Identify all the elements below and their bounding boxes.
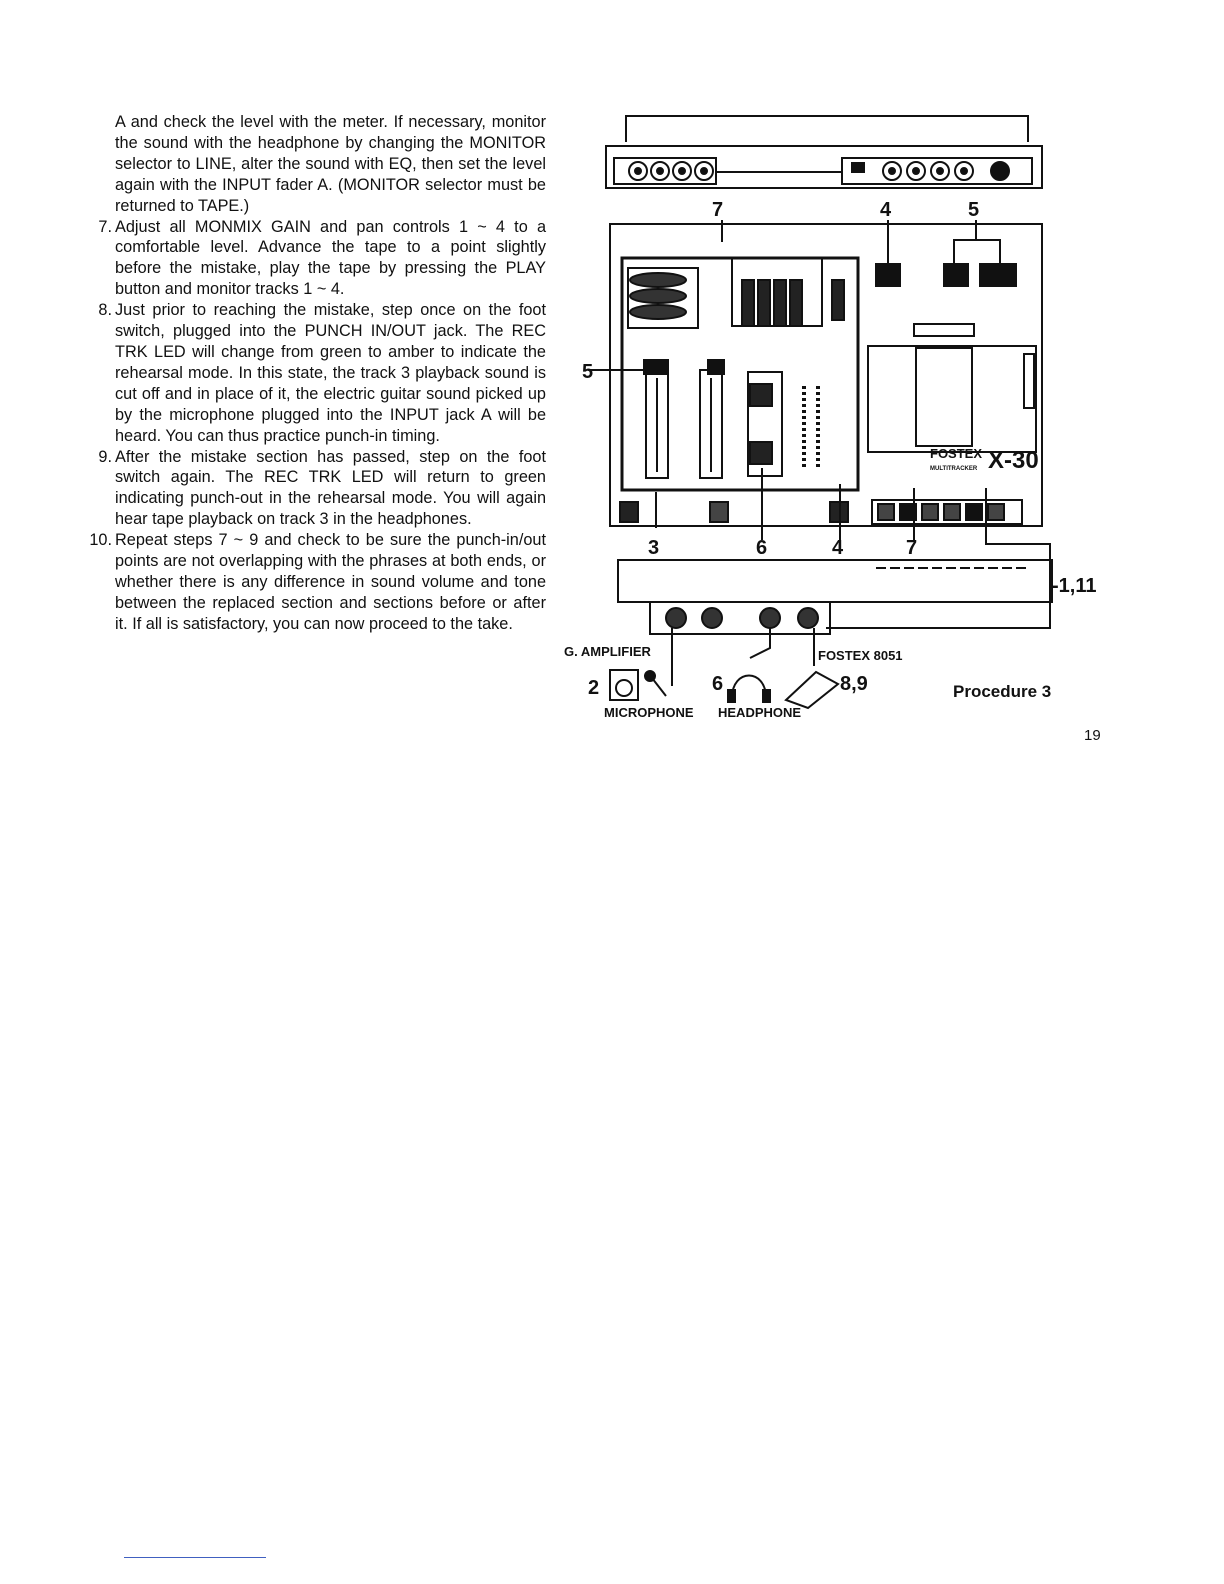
callout-6: 6 [712, 673, 724, 695]
g-amplifier-label: G. AMPLIFIER [564, 644, 651, 659]
continuation-paragraph: A and check the level with the meter. If necessary, monitor the sound with the headphone by changing the MONITOR selector to LINE, alter the sound with EQ, then set the level again with the INPUT fader A. (MONITOR selector must be returned to TAPE.) [115, 113, 546, 215]
figure-caption: Procedure 3 [953, 682, 1052, 701]
callout-5-top: 5 [968, 199, 980, 221]
step-10 [90, 530, 546, 635]
callout-8-9: 8,9 [840, 673, 868, 695]
rear-panel [606, 116, 1042, 188]
step-number: 9. [98, 447, 112, 466]
callout-7-top: 7 [712, 199, 724, 221]
microphone-label: MICROPHONE [604, 705, 694, 720]
microphone-icon [652, 678, 666, 696]
callout-5-left: 5 [582, 361, 594, 383]
x30-connection-diagram [560, 108, 1105, 723]
step-number: 7. [98, 217, 112, 236]
step-9 [90, 447, 546, 531]
page-number: 19 [1084, 727, 1101, 744]
callout-2: 2 [588, 677, 600, 699]
model-sub-label: MULTITRACKER [930, 466, 978, 472]
step-text: Adjust all MONMIX GAIN and pan controls 1 ~ 4 to a comfortable level. Advance the tape to a point slightly before the mistake, play the tape by pressing the PLAY button and monitor tracks 1 ~ 4. [115, 217, 546, 299]
accessories [610, 670, 838, 708]
top-surface [610, 224, 1042, 526]
brand-label: FOSTEX [930, 446, 983, 461]
headphone-label: HEADPHONE [718, 705, 802, 720]
callout-7-bottom: 7 [906, 537, 918, 559]
body-text [90, 112, 546, 635]
front-rail [618, 560, 1052, 634]
callout-3-bottom: 3 [648, 537, 660, 559]
callout-6-bottom: 6 [756, 537, 768, 559]
callout-1-11: -1,11 [1052, 575, 1097, 597]
step-number: 10. [89, 531, 112, 550]
step-text: Just prior to reaching the mistake, step once on the foot switch, plugged into the PUNCH IN/OUT jack. The REC TRK LED will change from green to amber to indicate the rehearsal mode. In this state, the track 3 playback sound is cut off and in place of it, the electric guitar sound picked up by the microphone plugged into the INPUT jack A will be heard. You can thus practice punch-in timing. [115, 301, 546, 445]
callout-4-top: 4 [880, 199, 892, 221]
step-text: Repeat steps 7 ~ 9 and check to be sure the punch-in/out points are not overlapping with the phrases at both ends, or whether there is any difference in sound volume and tone between the replaced section and sections before or after it. If all is satisfactory, you can now proceed to the take. [115, 531, 546, 633]
step-7 [90, 217, 546, 301]
step-number: 8. [98, 301, 112, 320]
step-8 [90, 300, 546, 446]
footnote-rule [124, 1557, 266, 1558]
callout-4-bottom: 4 [832, 537, 844, 559]
headphone-icon [732, 676, 766, 699]
model-label: X-30 [988, 447, 1039, 474]
step-text: After the mistake section has passed, step on the foot switch again. The REC TRK LED will return to green indicating punch-out in the rehearsal mode. You will again hear tape playback on track 3 in the headphones. [115, 447, 546, 529]
fostex-8051-label: FOSTEX 8051 [818, 648, 903, 663]
foot-switch-icon [786, 672, 838, 708]
